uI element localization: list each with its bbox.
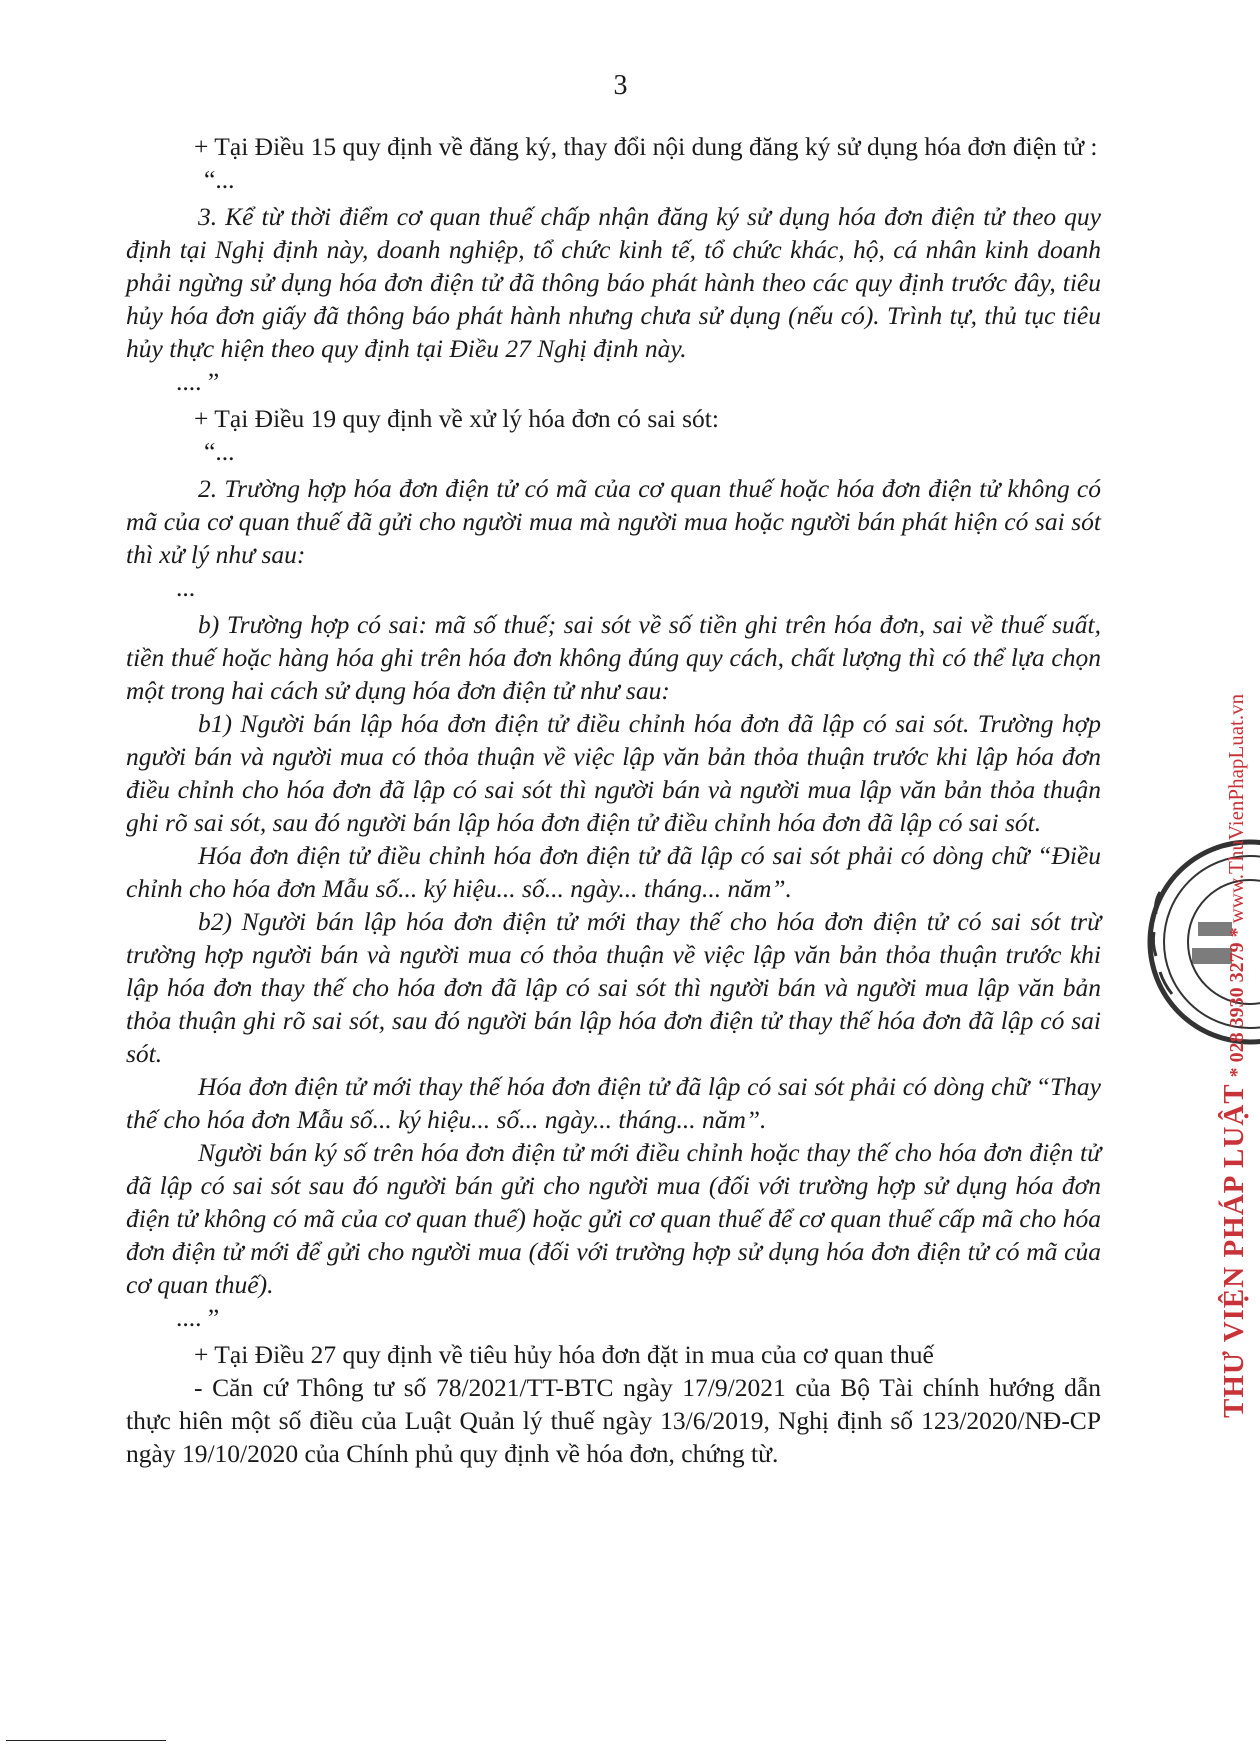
quote-open-2: “... [204,437,235,466]
paragraph-article-15: + Tại Điều 15 quy định về đăng ký, thay đổi nội dung đăng ký sử dụng hóa đơn điện tử : [194,132,1098,161]
quote-signing: Người bán ký số trên hóa đơn điện tử mới điều chỉnh hoặc thay thế cho hóa đơn điện tử đã lập có sai sót sau đó người bán gửi cho người mua (đối với trường hợp sử dụng hóa đơn điện tử không có mã của cơ quan thuế) hoặc gửi cơ quan thuế để cơ quan thuế cấp mã cho hóa đơn điện tử mới để gửi cho người mua (đối với trường hợp sử dụng hóa đơn điện tử có mã của cơ quan thuế). [126,1138,1101,1299]
quote-clause-3: 3. Kể từ thời điểm cơ quan thuế chấp nhận đăng ký sử dụng hóa đơn điện tử theo quy định tại Nghị định này, doanh nghiệp, tổ chức kinh tế, tổ chức khác, hộ, cá nhân kinh doanh phải ngừng sử dụng hóa đơn điện tử đã thông báo phát hành theo các quy định trước đây, tiêu hủy hóa đơn giấy đã thông báo phát hành nhưng chưa sử dụng (nếu có). Trình tự, thủ tục tiêu hủy thực hiện theo quy định tại Điều 27 Nghị định này. [126,202,1101,363]
paragraph-legal-basis: - Căn cứ Thông tư số 78/2021/TT-BTC ngày 17/9/2021 của Bộ Tài chính hướng dẫn thực hiên một số điều của Luật Quản lý thuế ngày 13/6/2019, Nghị định số 123/2020/NĐ-CP ngày 19/10/2020 của Chính phủ quy định về hóa đơn, chứng từ. [126,1373,1101,1468]
watermark-name: THƯ VIỆN PHÁP LUẬT [1218,1083,1250,1418]
ellipsis: ... [176,573,196,602]
quote-b2-note: Hóa đơn điện tử mới thay thế hóa đơn điện tử đã lập có sai sót phải có dòng chữ “Thay thế cho hóa đơn Mẫu số... ký hiệu... số... ngày... tháng... năm”. [126,1072,1101,1134]
watermark [1218,694,1251,1418]
paragraph-article-19: + Tại Điều 19 quy định về xử lý hóa đơn có sai sót: [194,404,719,433]
watermark-phone: * 028 3930 3279 * [1226,927,1248,1078]
quote-close: .... ” [176,367,220,396]
quote-clause-2: 2. Trường hợp hóa đơn điện tử có mã của cơ quan thuế hoặc hóa đơn điện tử không có mã của cơ quan thuế đã gửi cho người mua mà người mua hoặc người bán phát hiện có sai sót thì xử lý như sau: [126,474,1101,569]
watermark-url: www.ThuVienPhapLuat.vn [1224,693,1248,924]
quote-point-b: b) Trường hợp có sai: mã số thuế; sai sót về số tiền ghi trên hóa đơn, sai về thuế suất, tiền thuế hoặc hàng hóa ghi trên hóa đơn không đúng quy cách, chất lượng thì có thể lựa chọn một trong hai cách sử dụng hóa đơn điện tử như sau: [126,610,1101,705]
quote-b1-note: Hóa đơn điện tử điều chỉnh hóa đơn điện tử đã lập có sai sót phải có dòng chữ “Điều chỉnh cho hóa đơn Mẫu số... ký hiệu... số... ngày... tháng... năm”. [126,841,1101,903]
page-number: 3 [613,70,628,101]
quote-point-b1: b1) Người bán lập hóa đơn điện tử điều chỉnh hóa đơn đã lập có sai sót. Trường hợp người bán và người mua có thỏa thuận về việc lập văn bản thỏa thuận trước khi lập hóa đơn điều chỉnh cho hóa đơn đã lập có sai sót thì người bán và người mua lập văn bản thỏa thuận ghi rõ sai sót, sau đó người bán lập hóa đơn điện tử điều chỉnh hóa đơn đã lập có sai sót. [126,709,1101,837]
quote-point-b2: b2) Người bán lập hóa đơn điện tử mới thay thế cho hóa đơn điện tử có sai sót trừ trường hợp người bán và người mua có thỏa thuận về việc lập văn bản thỏa thuận trước khi lập hóa đơn thay thế cho hóa đơn đã lập có sai sót thì người bán và người mua lập văn bản thỏa thuận ghi rõ sai sót, sau đó người bán lập hóa đơn điện tử thay thế hóa đơn đã lập có sai sót. [126,907,1101,1068]
footnote-divider [6,1740,166,1741]
paragraph-article-27: + Tại Điều 27 quy định về tiêu hủy hóa đơn đặt in mua của cơ quan thuế [194,1340,934,1369]
document-body [126,130,1101,1470]
quote-open: “... [204,165,235,194]
quote-close-2: .... ” [176,1303,220,1332]
